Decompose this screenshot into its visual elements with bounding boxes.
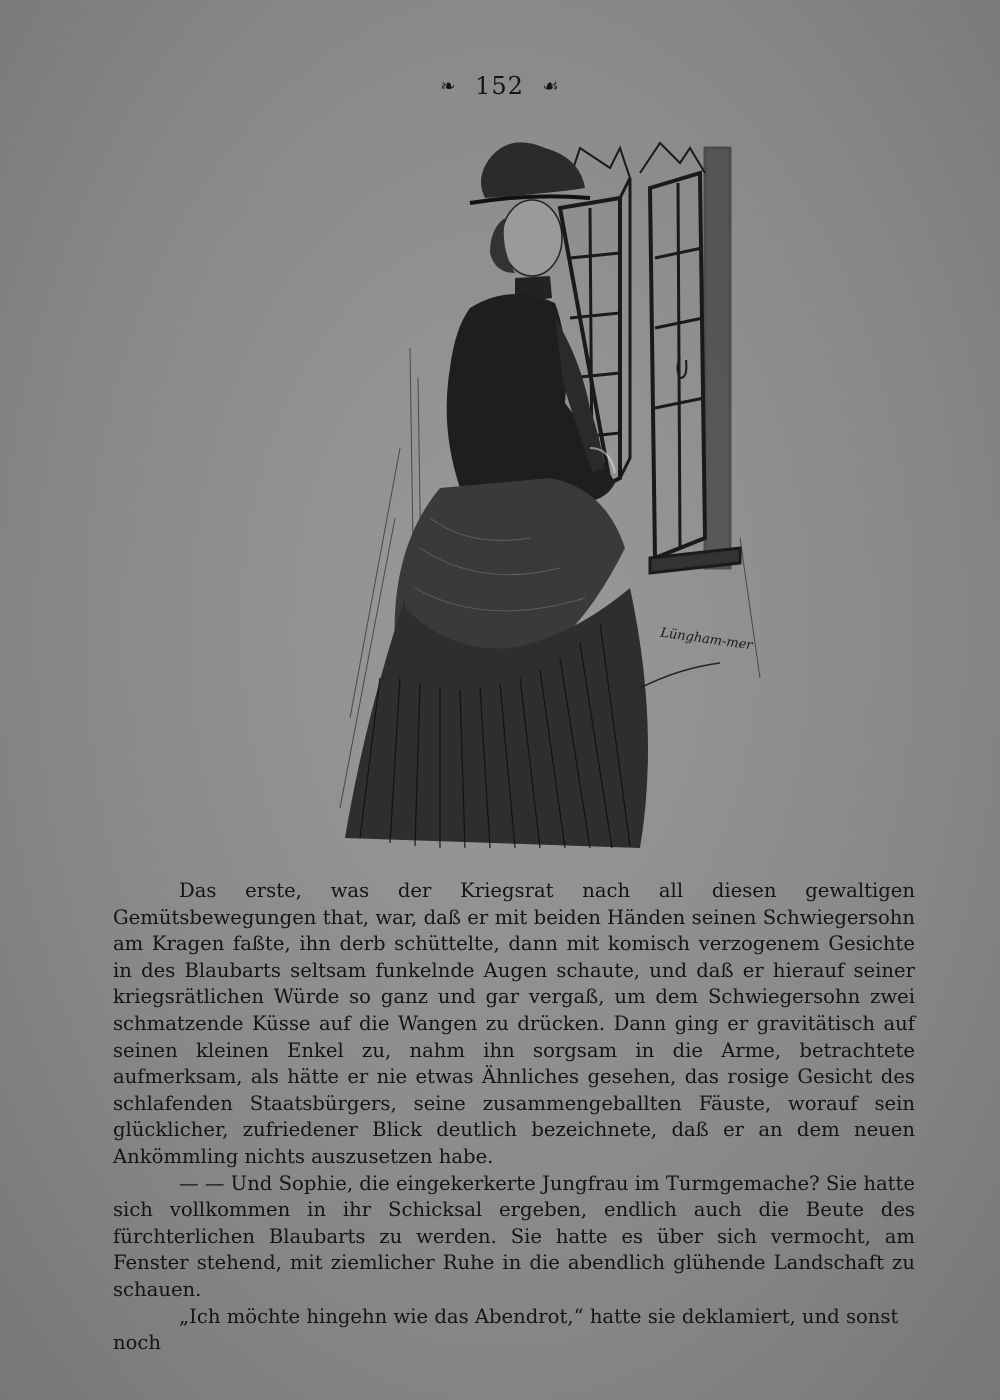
illustration-woman-at-window — [320, 118, 770, 868]
signature-flourish — [640, 663, 720, 688]
page-header — [0, 72, 1000, 100]
engraving-drawing — [320, 118, 770, 868]
artist-signature: Lüngham-mer — [659, 625, 754, 654]
right-ornament-icon: ☙ — [542, 76, 560, 97]
left-ornament-icon: ❧ — [440, 76, 457, 97]
page-number: 152 — [475, 72, 524, 100]
paragraph-2: — — Und Sophie, die eingekerkerte Jungfrau im Turmgemache? Sie hatte sich vollkommen in ihr Schicksal ergeben, endlich auch die Beute des fürchterlichen Blaubarts zu werden. Sie hatte es über sich vermocht, am Fenster stehend, mit ziemlicher Ruhe in die abendlich glühende Landschaft zu schauen. — [113, 1171, 915, 1301]
paragraph-3: „Ich möchte hingehn wie das Abendrot,“ hatte sie deklamiert, und sonst noch — [113, 1304, 899, 1355]
woman-figure — [345, 142, 648, 848]
body-text — [113, 878, 915, 1357]
paragraph-1: Das erste, was der Kriegsrat nach all diesen gewaltigen Gemütsbewegungen that, war, daß er mit beiden Händen seinen Schwiegersohn am Kragen faßte, ihn derb schüttelte, dann mit komisch verzogenem Gesichte in des Blaubarts seltsam funkelnde Augen schaute, und daß er hierauf seiner kriegsrätlichen Würde so ganz und gar vergaß, um dem Schwiegersohn zwei schmatzende Küsse auf die Wangen zu drücken. Dann ging er gravitätisch auf seinen kleinen Enkel zu, nahm ihn sorgsam in die Arme, betrachtete aufmerksam, als hätte er nie etwas Ähnliches gesehen, das rosige Gesicht des schlafenden Staatsbürgers, seine zusammengeballten Fäuste, worauf sein glücklicher, zufriedener Blick deutlich bezeichnete, daß er an dem neuen Ankömmling nichts auszusetzen habe. — [113, 879, 915, 1168]
